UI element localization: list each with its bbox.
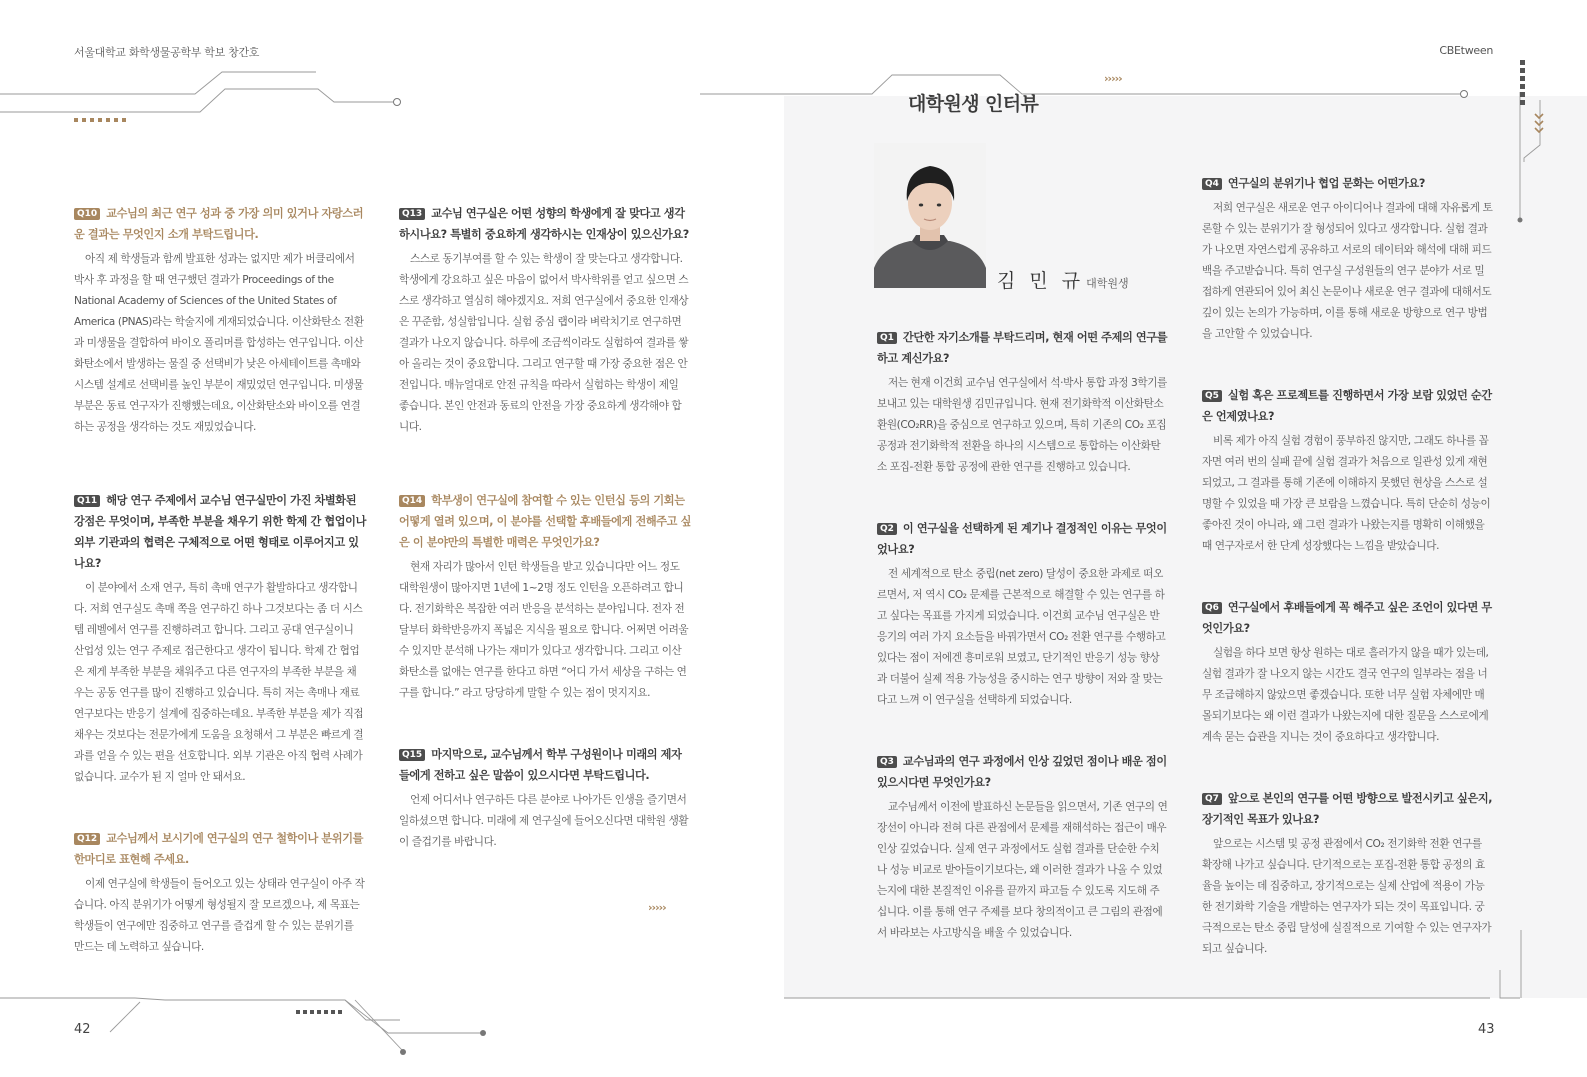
question bbox=[877, 518, 1169, 560]
question-text: 마지막으로, 교수님께서 학부 구성원이나 미래의 제자들에게 전하고 싶은 말씀이 있으시다면 부탁드립니다. bbox=[399, 748, 682, 782]
question bbox=[1202, 788, 1494, 830]
question bbox=[877, 327, 1169, 369]
question bbox=[74, 490, 366, 574]
question-tag: Q15 bbox=[399, 749, 425, 761]
chevrons-title: ››››› bbox=[1104, 72, 1122, 85]
answer-text: 현재 자리가 많아서 인턴 학생들을 받고 있습니다만 어느 정도 대학원생이 많아지면 1년에 1~2명 정도 인턴을 오픈하려고 합니다. 전기화학은 복잡한 여러 반응을 분석하는 분야입니다. 전자 전달부터 화학반응까지 폭넓은 지식을 필요로 합니다. 어쩌면 어려울 수 있지만 분석해 나가는 재미가 있다고 생각합니다. 그리고 이산화탄소를 없애는 연구를 한다고 하면 “어디 가서 세상을 구하는 연구를 합니다.” 라고 당당하게 말할 수 있는 점이 멋지지요. bbox=[399, 561, 689, 699]
right-page-column-2 bbox=[1202, 173, 1494, 960]
answer-text: 저희 연구실은 새로운 연구 아이디어나 결과에 대해 자유롭게 토론할 수 있는 분위기가 잘 형성되어 있다고 생각합니다. 실험 결과가 나오면 자연스럽게 공유하고 서로의 데이터와 해석에 대해 피드백을 주고받습니다. 특히 연구실 구성원들의 연구 분야가 서로 밀접하게 연관되어 있어 최신 논문이나 새로운 연구 결과에 대해서도 깊이 있는 논의가 가능하며, 이를 통해 새로운 방향으로 연구 방법을 고안할 수 있었습니다. bbox=[1202, 202, 1493, 340]
question-text: 이 연구실을 선택하게 된 계기나 결정적인 이유는 무엇이었나요? bbox=[877, 522, 1167, 556]
question-text: 연구실의 분위기나 협업 문화는 어떤가요? bbox=[1227, 177, 1425, 190]
qa-q3 bbox=[877, 751, 1169, 944]
question bbox=[1202, 173, 1494, 194]
question-text: 학부생이 연구실에 참여할 수 있는 인턴십 등의 기회는 어떻게 열려 있으며, 이 분야를 선택할 후배들에게 전해주고 싶은 이 분야만의 특별한 매력은 무엇인가요? bbox=[399, 494, 691, 549]
question bbox=[74, 203, 366, 245]
question-text: 교수님 연구실은 어떤 성향의 학생에게 잘 맞다고 생각하시나요? 특별히 중요하게 생각하시는 인재상이 있으신가요? bbox=[399, 207, 689, 241]
chevrons-end: ››››› bbox=[648, 901, 666, 914]
qa-q14 bbox=[399, 490, 691, 704]
profile-photo bbox=[874, 143, 986, 288]
qa-q5 bbox=[1202, 385, 1494, 557]
page-number-right: 43 bbox=[1478, 1022, 1495, 1037]
left-page-column-2 bbox=[399, 203, 691, 853]
question bbox=[399, 744, 691, 786]
question bbox=[399, 490, 691, 553]
question-text: 교수님과의 연구 과정에서 인상 깊었던 점이나 배운 점이 있으시다면 무엇인가요? bbox=[877, 755, 1167, 789]
question-tag: Q12 bbox=[74, 833, 100, 845]
answer-text: 이제 연구실에 학생들이 들어오고 있는 상태라 연구실이 아주 작습니다. 아직 분위기가 어떻게 형성될지 잘 모르겠으나, 제 목표는 학생들이 연구에만 집중하고 연구를 즐겁게 할 수 있는 분위기를 만드는 데 노력하고 싶습니다. bbox=[74, 878, 365, 953]
question-text: 해당 연구 주제에서 교수님 연구실만이 가진 차별화된 강점은 무엇이며, 부족한 부분을 채우기 위한 학제 간 협업이나 외부 기관과의 협력은 구체적으로 어떤 형태로 이루어지고 있나요? bbox=[74, 494, 366, 570]
qa-q13 bbox=[399, 203, 691, 438]
question-tag: Q6 bbox=[1202, 602, 1222, 614]
question-text: 교수님의 최근 연구 성과 중 가장 의미 있거나 자랑스러운 결과는 무엇인지 소개 부탁드립니다. bbox=[74, 207, 364, 241]
page-number-left: 42 bbox=[74, 1022, 91, 1037]
question-tag: Q14 bbox=[399, 495, 425, 507]
question bbox=[1202, 385, 1494, 427]
running-header-right: CBEtween bbox=[1439, 44, 1493, 57]
answer-text: 저는 현재 이건희 교수님 연구실에서 석·박사 통합 과정 3학기를 보내고 있는 대학원생 김민규입니다. 현재 전기화학적 이산화탄소 환원(CO₂RR)을 중심으로 연구하고 있으며, 특히 기존의 CO₂ 포집 공정과 전기화학적 전환을 하나의 시스템으로 통합하는 이산화탄소 포집-전환 통합 공정에 관한 연구를 진행하고 있습니다. bbox=[877, 377, 1167, 473]
qa-q10 bbox=[74, 203, 366, 438]
question-text: 앞으로 본인의 연구를 어떤 방향으로 발전시키고 싶은지, 장기적인 목표가 있나요? bbox=[1202, 792, 1493, 826]
question-tag: Q2 bbox=[877, 523, 897, 535]
question bbox=[399, 203, 691, 245]
running-header-left: 서울대학교 화학생물공학부 학보 창간호 bbox=[74, 46, 260, 59]
question-tag: Q13 bbox=[399, 208, 425, 220]
question-tag: Q11 bbox=[74, 495, 100, 507]
question-tag: Q7 bbox=[1202, 793, 1222, 805]
question-tag: Q5 bbox=[1202, 390, 1222, 402]
interviewee-name bbox=[997, 266, 1129, 293]
name-text: 김 민 규 bbox=[997, 270, 1085, 292]
question bbox=[1202, 597, 1494, 639]
qa-q12 bbox=[74, 828, 366, 958]
question bbox=[877, 751, 1169, 793]
question-tag: Q3 bbox=[877, 756, 897, 768]
answer-text: 아직 제 학생들과 함께 발표한 성과는 없지만 제가 버클리에서 박사 후 과정을 할 때 연구했던 결과가 Proceedings of the National Academy of Sciences of the United States of America (PNAS)라는 학술지에 게재되었습니다. 이산화탄소 전환과 미생물을 결합하여 바이오 폴리머를 합성하는 연구입니다. 이산화탄소에서 발생하는 물질 중 선택비가 낮은 아세테이트를 촉매와 시스템 설계로 선택비를 높인 부분이 재밌었던 연구입니다. 미생물 부분은 동료 연구자가 진행했는데요, 이산화탄소와 바이오를 연결하는 공정을 생각하는 것도 재밌었습니다. bbox=[74, 253, 364, 433]
qa-q6 bbox=[1202, 597, 1494, 748]
qa-q2 bbox=[877, 518, 1169, 711]
right-page-column-1 bbox=[877, 327, 1169, 944]
answer-text: 이 분야에서 소재 연구, 특히 촉매 연구가 활발하다고 생각합니다. 저희 연구실도 촉매 쪽을 연구하긴 하나 그것보다는 좀 더 시스템 레벨에서 연구를 진행하려고 합니다. 그리고 공대 연구실이니 산업성 있는 연구 주제로 접근한다고 생각이 됩니다. 학제 간 협업은 제게 부족한 부분을 채워주고 다른 연구자의 부족한 부분을 채우는 공동 연구를 많이 진행하고 있습니다. 특히 저는 촉매나 재료 연구보다는 반응기 설계에 집중하는데요. 부족한 부분을 제가 직접 채우는 것보다는 전문가에게 도움을 요청해서 그 부분은 빠르게 결과를 얻을 수 있는 편을 선호합니다. 외부 기관은 아직 협력 사례가 없습니다. 교수가 된 지 얼마 안 돼서요. bbox=[74, 582, 364, 783]
question-text: 연구실에서 후배들에게 꼭 해주고 싶은 조언이 있다면 무엇인가요? bbox=[1202, 601, 1492, 635]
question-text: 실험 혹은 프로젝트를 진행하면서 가장 보람 있었던 순간은 언제였나요? bbox=[1202, 389, 1492, 423]
answer-text: 스스로 동기부여를 할 수 있는 학생이 잘 맞는다고 생각합니다. 학생에게 강요하고 싶은 마음이 없어서 박사학위를 얻고 싶으면 스스로 생각하고 열심히 해야겠지요. 저희 연구실에서 중요한 인재상은 꾸준함, 성실함입니다. 실험 중심 랩이라 벼락치기로 연구하면 결과가 나오지 않습니다. 하루에 조금씩이라도 실험하여 결과를 쌓아 올리는 것이 중요합니다. 그리고 연구할 때 가장 중요한 점은 안전입니다. 매뉴얼대로 안전 규칙을 따라서 실험하는 학생이 제일 좋습니다. 본인 안전과 동료의 안전을 가장 중요하게 생각해야 합니다. bbox=[399, 253, 689, 433]
section-title: 대학원생 인터뷰 bbox=[908, 93, 1039, 115]
qa-q4 bbox=[1202, 173, 1494, 345]
answer-text: 언제 어디서나 연구하든 다른 분야로 나아가든 인생을 즐기면서 일하셨으면 합니다. 미래에 제 연구실에 들어오신다면 대학원 생활이 즐겁기를 바랍니다. bbox=[399, 794, 689, 848]
question-tag: Q10 bbox=[74, 208, 100, 220]
qa-q7 bbox=[1202, 788, 1494, 960]
question-text: 교수님께서 보시기에 연구실의 연구 철학이나 분위기를 한마디로 표현해 주세요. bbox=[74, 832, 364, 866]
qa-q15 bbox=[399, 744, 691, 853]
interviewee-role: 대학원생 bbox=[1086, 277, 1129, 290]
answer-text: 비록 제가 아직 실험 경험이 풍부하진 않지만, 그래도 하나를 꼽자면 여러 번의 실패 끝에 실험 결과가 처음으로 일관성 있게 재현되었고, 그 결과를 통해 기존에 이해하지 못했던 현상을 스스로 설명할 수 있었을 때 가장 큰 보람을 느꼈습니다. 특히 단순히 성능이 좋아진 것이 아니라, 왜 그런 결과가 나왔는지를 명확히 이해했을 때 연구자로서 한 단계 성장했다는 느낌을 받았습니다. bbox=[1202, 435, 1491, 552]
question bbox=[74, 828, 366, 870]
qa-q1 bbox=[877, 327, 1169, 478]
left-page-column-1 bbox=[74, 203, 366, 958]
answer-text: 실험을 하다 보면 항상 원하는 대로 흘러가지 않을 때가 있는데, 실험 결과가 잘 나오지 않는 시간도 결국 연구의 일부라는 점을 너무 조급해하지 않았으면 좋겠습니다. 또한 너무 실험 자체에만 매몰되기보다는 왜 이런 결과가 나왔는지에 대한 질문을 스스로에게 계속 묻는 습관을 지니는 것이 중요하다고 생각합니다. bbox=[1202, 647, 1489, 743]
answer-text: 전 세계적으로 탄소 중립(net zero) 달성이 중요한 과제로 떠오르면서, 저 역시 CO₂ 문제를 근본적으로 해결할 수 있는 연구를 하고 싶다는 목표를 가지게 되었습니다. 이건희 교수님 연구실은 반응기의 여러 가지 요소들을 바꿔가면서 CO₂ 전환 연구를 수행하고 있다는 점이 저에겐 흥미로워 보였고, 단기적인 반응기 성능 향상과 더불어 실제 적용 가능성을 중시하는 연구 방향이 저와 잘 맞는다고 느껴 이 연구실을 선택하게 되었습니다. bbox=[877, 568, 1166, 706]
question-text: 간단한 자기소개를 부탁드리며, 현재 어떤 주제의 연구를 하고 계신가요? bbox=[877, 331, 1168, 365]
question-tag: Q4 bbox=[1202, 178, 1222, 190]
answer-text: 앞으로는 시스템 및 공정 관점에서 CO₂ 전기화학 전환 연구를 확장해 나가고 싶습니다. 단기적으로는 포집-전환 통합 공정의 효율을 높이는 데 집중하고, 장기적으로는 실제 산업에 적용이 가능한 전기화학 기술을 개발하는 연구자가 되는 것이 목표입니다. 궁극적으로는 탄소 중립 달성에 실질적으로 기여할 수 있는 연구자가 되고 싶습니다. bbox=[1202, 838, 1492, 955]
qa-q11 bbox=[74, 490, 366, 788]
question-tag: Q1 bbox=[877, 332, 897, 344]
answer-text: 교수님께서 이전에 발표하신 논문들을 읽으면서, 기존 연구의 연장선이 아니라 전혀 다른 관점에서 문제를 재해석하는 접근이 매우 인상 깊었습니다. 실제 연구 과정에서도 실험 결과를 단순한 수치나 성능 비교로 받아들이기보다는, 왜 이러한 결과가 나올 수 있었는지에 대한 본질적인 이유를 끝까지 파고들 수 있도록 지도해 주십니다. 이를 통해 연구 주제를 보다 창의적이고 큰 그림의 관점에서 바라보는 사고방식을 배울 수 있었습니다. bbox=[877, 801, 1168, 939]
